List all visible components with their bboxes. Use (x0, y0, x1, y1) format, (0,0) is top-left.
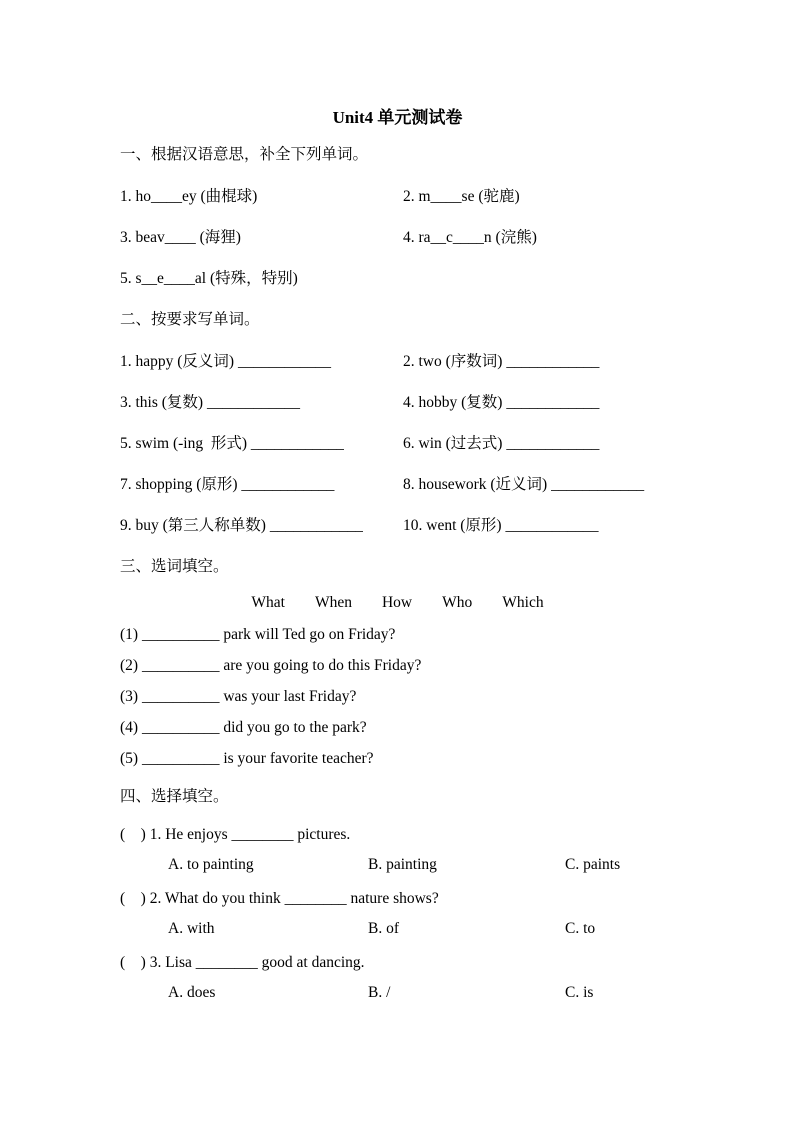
fill-word-item: 3. beav____ (海狸) (120, 228, 241, 246)
option-b: B. painting (368, 855, 437, 873)
option-a: A. does (168, 983, 216, 1001)
fill-word-item: 5. s__e____al (特殊，特别) (120, 269, 298, 287)
section-2-row (120, 503, 675, 544)
section-1-row (120, 215, 675, 256)
write-word-item: 10. went (原形) ____________ (403, 516, 599, 534)
option-b: B. of (368, 919, 399, 937)
word-bank (120, 586, 675, 619)
write-word-item: 8. housework (近义词) ____________ (403, 475, 645, 493)
option-c: C. to (565, 919, 596, 937)
word-bank-option: Who (442, 593, 473, 611)
fill-blank-question: (2) __________ are you going to do this Friday? (120, 656, 422, 674)
section-4-heading: 四、选择填空。 (120, 788, 229, 805)
write-word-item: 2. two (序数词) ____________ (403, 352, 600, 370)
option-c: C. is (565, 983, 594, 1001)
write-word-item: 5. swim (-ing 形式) ____________ (120, 434, 344, 452)
fill-blank-question: (4) __________ did you go to the park? (120, 718, 367, 736)
section-1-row (120, 256, 675, 297)
option-a: A. to painting (168, 855, 254, 873)
section-2-row (120, 339, 675, 380)
fill-blank-question: (3) __________ was your last Friday? (120, 687, 357, 705)
choice-question-stem: ( ) 2. What do you think ________ nature shows? (120, 889, 439, 907)
word-bank-option: Which (502, 593, 544, 611)
choice-question-stem: ( ) 1. He enjoys ________ pictures. (120, 825, 351, 843)
write-word-item: 7. shopping (原形) ____________ (120, 475, 335, 493)
fill-word-item: 4. ra__c____n (浣熊) (403, 228, 537, 246)
write-word-item: 3. this (复数) ____________ (120, 393, 300, 411)
choice-options-row (120, 977, 675, 1008)
section-1-row (120, 174, 675, 215)
option-b: B. / (368, 983, 391, 1001)
page-title: Unit4 单元测试卷 (332, 107, 463, 127)
choice-options-row (120, 913, 675, 944)
fill-word-item: 2. m____se (驼鹿) (403, 187, 520, 205)
write-word-item: 4. hobby (复数) ____________ (403, 393, 600, 411)
write-word-item: 9. buy (第三人称单数) ____________ (120, 516, 363, 534)
section-2-row (120, 380, 675, 421)
section-2-row (120, 421, 675, 462)
option-a: A. with (168, 919, 215, 937)
choice-options-row (120, 849, 675, 880)
section-3-heading: 三、选词填空。 (120, 558, 229, 575)
option-c: C. paints (565, 855, 621, 873)
write-word-item: 1. happy (反义词) ____________ (120, 352, 331, 370)
word-bank-option: What (251, 593, 285, 611)
fill-blank-question: (5) __________ is your favorite teacher? (120, 749, 374, 767)
fill-word-item: 1. ho____ey (曲棍球) (120, 187, 258, 205)
section-2-heading: 二、按要求写单词。 (120, 311, 260, 328)
word-bank-option: When (314, 593, 352, 611)
choice-question-stem: ( ) 3. Lisa ________ good at dancing. (120, 953, 365, 971)
write-word-item: 6. win (过去式) ____________ (403, 434, 600, 452)
word-bank-option: How (381, 593, 413, 611)
section-2-row (120, 462, 675, 503)
section-1-heading: 一、根据汉语意思，补全下列单词。 (120, 146, 369, 163)
fill-blank-question: (1) __________ park will Ted go on Friday? (120, 625, 396, 643)
